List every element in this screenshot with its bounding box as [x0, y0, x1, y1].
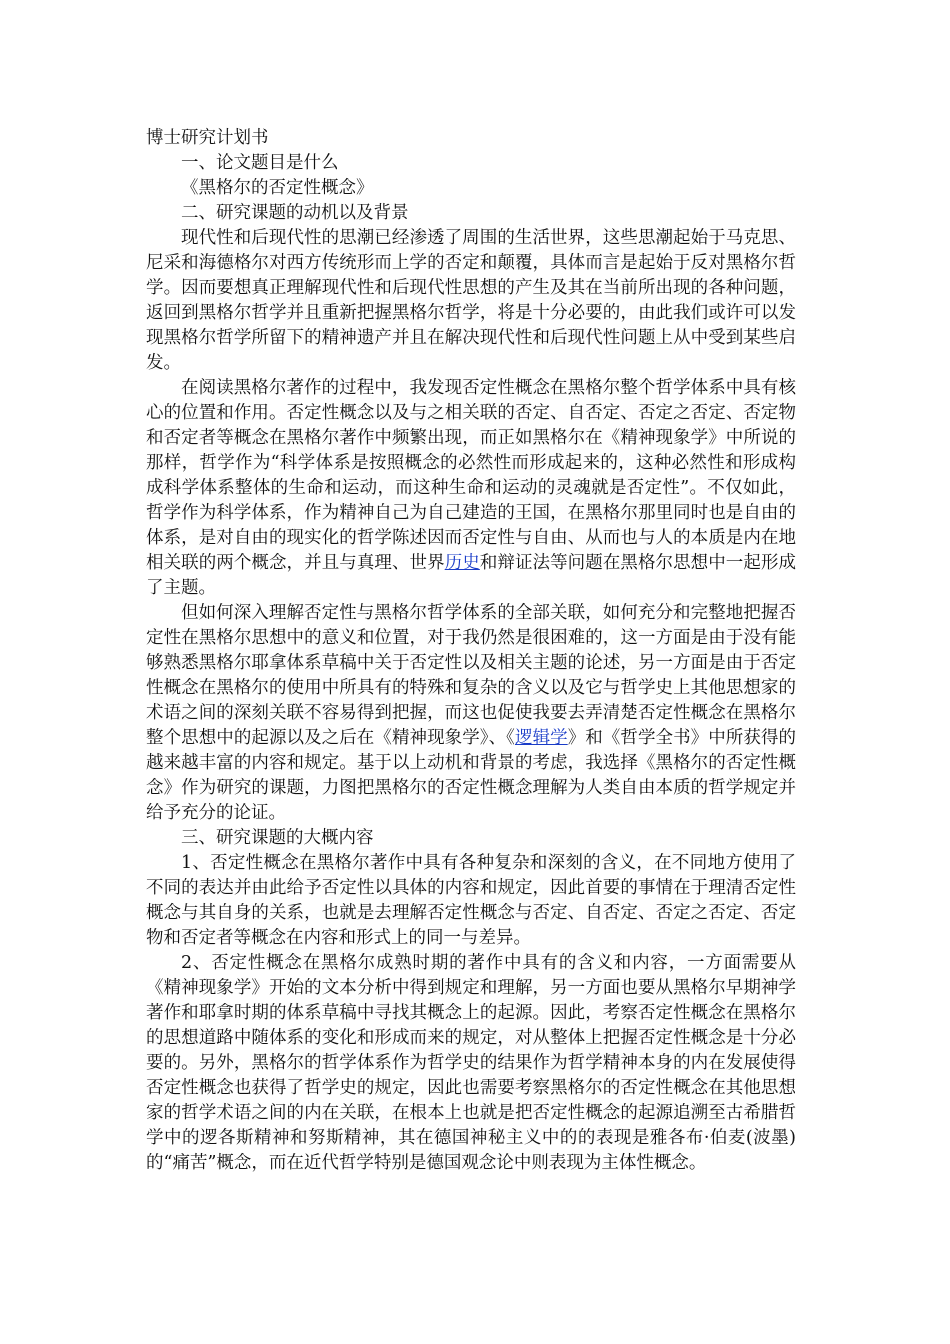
paragraph-item-1: 1、否定性概念在黑格尔著作中具有各种复杂和深刻的含义，在不同地方使用了不同的表达并由此给予否定性以具体的内容和规定，因此首要的事情在于理清否定性概念与其自身的关系，也就是去理解否定性概念与否定、自否定、否定之否定、否定物和否定者等概念在内容和形式上的同一与差异。	[146, 853, 796, 948]
document-title: 博士研究计划书	[146, 128, 269, 148]
section-heading-motivation: 二、研究课题的动机以及背景	[181, 203, 409, 223]
section-heading-content: 三、研究课题的大概内容	[181, 828, 374, 848]
paragraph-text: 但如何深入理解否定性与黑格尔哲学体系的全部关联，如何充分和完整地把握否定性在黑格尔思想中的意义和位置，对于我仍然是很困难的，这一方面是由于没有能够熟悉黑格尔耶拿体系草稿中关于否定性以及相关主题的论述，另一方面是由于否定性概念在黑格尔的使用中所具有的特殊和复杂的含义以及它与哲学史上其他思想家的术语之间的深刻关联不容易得到把握，而这也促使我要去弄清楚否定性概念在黑格尔整个思想中的起源以及之后在《精神现象学》、《	[146, 603, 796, 748]
document-body	[146, 126, 796, 1176]
paragraph-text: 和辩证法等问题在黑格尔思想中一起形成了主题。	[146, 553, 797, 598]
paragraph-item-2: 2、否定性概念在黑格尔成熟时期的著作中具有的含义和内容，一方面需要从《精神现象学》开始的文本分析中得到规定和理解，另一方面也要从黑格尔早期神学著作和耶拿时期的体系草稿中寻找其概念上的起源。因此，考察否定性概念在黑格尔的思想道路中随体系的变化和形成而来的规定，对从整体上把握否定性概念是十分必要的。另外，黑格尔的哲学体系作为哲学史的结果作为哲学精神本身的内在发展使得否定性概念也获得了哲学史的规定，因此也需要考察黑格尔的否定性概念在其他思想家的哲学术语之间的内在关联，在根本上也就是把否定性概念的起源追溯至古希腊哲学中的逻各斯精神和努斯精神，其在德国神秘主义中的的表现是雅各布·伯麦(波墨)的“痛苦”概念，而在近代哲学特别是德国观念论中则表现为主体性概念。	[146, 953, 796, 1173]
paragraph-difficulty	[146, 601, 796, 826]
paragraph-negativity-core	[146, 376, 796, 601]
section-heading-topic: 一、论文题目是什么	[181, 153, 339, 173]
paragraph-text: 》和《哲学全书》中所获得的越来越丰富的内容和规定。基于以上动机和背景的考虑，我选择《黑格尔的否定性概念》作为研究的课题，力图把黑格尔的否定性概念理解为人类自由本质的哲学规定并给予充分的论证。	[146, 728, 797, 823]
history-link[interactable]: 历史	[444, 553, 480, 573]
paragraph-modernity: 现代性和后现代性的思潮已经渗透了周围的生活世界，这些思潮起始于马克思、尼采和海德格尔对西方传统形而上学的否定和颠覆，具体而言是起始于反对黑格尔哲学。因而要想真正理解现代性和后现代性思想的产生及其在当前所出现的各种问题，返回到黑格尔哲学并且重新把握黑格尔哲学，将是十分必要的，由此我们或许可以发现黑格尔哲学所留下的精神遗产并且在解决现代性和后现代性问题上从中受到某些启发。	[146, 228, 796, 373]
thesis-title: 《黑格尔的否定性概念》	[181, 178, 374, 198]
paragraph-text: 在阅读黑格尔著作的过程中，我发现否定性概念在黑格尔整个哲学体系中具有核心的位置和作用。否定性概念以及与之相关联的否定、自否定、否定之否定、否定物和否定者等概念在黑格尔著作中频繁出现，而正如黑格尔在《精神现象学》中所说的那样，哲学作为“科学体系是按照概念的必然性而形成起来的，这种必然性和形成构成科学体系整体的生命和运动，而这种生命和运动的灵魂就是否定性”。不仅如此，哲学作为科学体系，作为精神自己为自己建造的王国，在黑格尔那里同时也是自由的体系，是对自由的现实化的哲学陈述因而否定性与自由、从而也与人的本质是内在地相关联的两个概念，并且与真理、世界	[146, 378, 796, 573]
logic-link[interactable]: 逻辑学	[515, 728, 568, 748]
